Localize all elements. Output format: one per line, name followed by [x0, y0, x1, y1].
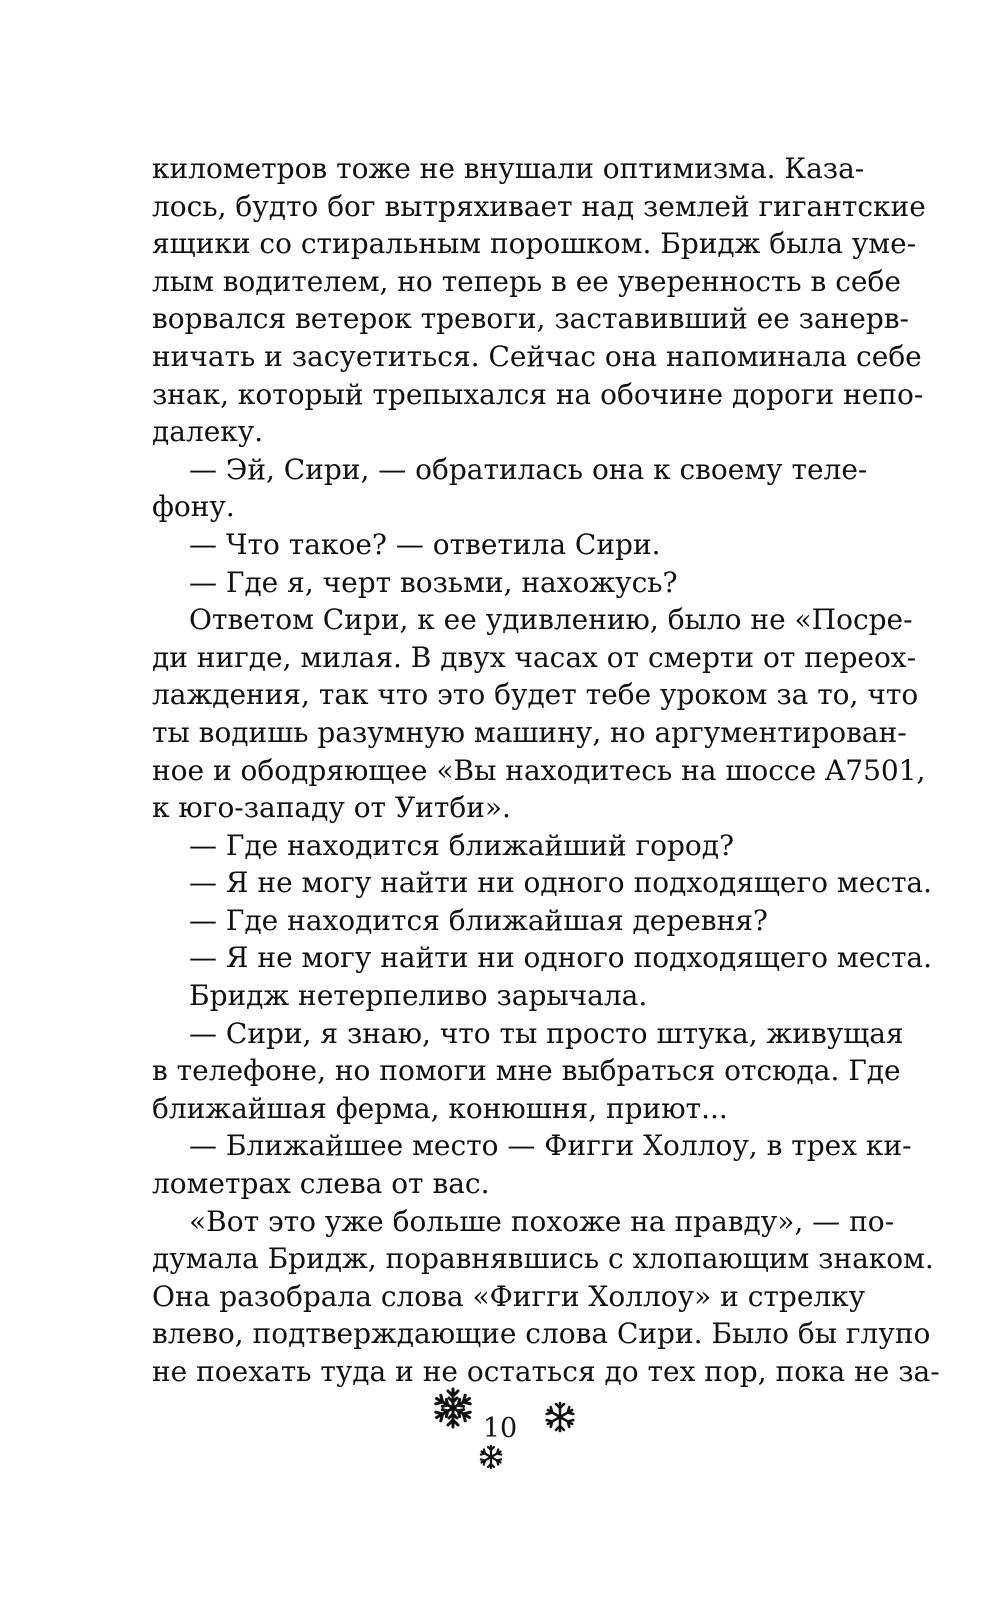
text-line: не поехать туда и не остаться до тех пор, пока не за-: [152, 1355, 940, 1388]
snowflake-icon: [430, 1385, 476, 1431]
text-line: Она разобрала слова «Фигги Холлоу» и стрелку: [152, 1279, 866, 1313]
text-line: лометрах слева от вас.: [152, 1167, 490, 1201]
text-line: ближайшая ферма, конюшня, приют...: [152, 1091, 728, 1125]
text-line: — Эй, Сири, — обратилась она к своему теле-: [189, 452, 868, 486]
text-line: думала Бридж, поравнявшись с хлопающим знаком.: [152, 1242, 934, 1276]
text-line: лось, будто бог вытряхивает над землей гигантские: [152, 189, 926, 223]
snowflake-icon: [543, 1400, 577, 1434]
text-line: — Где находится ближайший город?: [189, 828, 735, 862]
text-line: фону.: [152, 490, 235, 524]
text-line: к юго-западу от Уитби».: [152, 791, 511, 825]
body-text: [152, 150, 940, 1391]
snowflake-icon: [478, 1444, 504, 1470]
text-line: далеку.: [152, 415, 264, 449]
text-line: ное и ободряющее «Вы находитесь на шоссе A7501,: [152, 753, 926, 787]
text-line: ди нигде, милая. В двух часах от смерти от переох-: [152, 640, 917, 674]
text-line: — Где находится ближайшая деревня?: [189, 903, 768, 937]
page-number: 10: [482, 1413, 518, 1444]
text-line: — Ближайшее место — Фигги Холлоу, в трех ки-: [189, 1129, 912, 1163]
text-line: — Где я, черт возьми, нахожусь?: [189, 565, 678, 599]
text-line: — Я не могу найти ни одного подходящего места.: [189, 941, 933, 975]
text-line: — Сири, я знаю, что ты просто штука, живущая: [189, 1016, 904, 1050]
text-line: — Что такое? — ответила Сири.: [189, 527, 661, 561]
text-line: Ответом Сири, к ее удивлению, было не «Посре-: [189, 603, 913, 637]
text-line: ящики со стиральным порошком. Бридж была уме-: [152, 227, 917, 261]
text-line: лаждения, так что это будет тебе уроком за то, что: [152, 678, 919, 712]
text-line: влево, подтверждающие слова Сири. Было бы глупо: [152, 1317, 931, 1351]
text-line: «Вот это уже больше похоже на правду», — по-: [189, 1204, 895, 1238]
text-line: ворвался ветерок тревоги, заставивший ее занерв-: [152, 302, 910, 336]
text-line: километров тоже не внушали оптимизма. Каза-: [152, 152, 865, 185]
text-line: ничать и засуетиться. Сейчас она напоминала себе: [152, 339, 922, 373]
text-line: ты водишь разумную машину, но аргументирован-: [152, 715, 907, 749]
text-line: лым водителем, но теперь в ее уверенность в себе: [152, 264, 901, 298]
text-line: в телефоне, но помоги мне выбраться отсюда. Где: [152, 1054, 901, 1088]
text-line: — Я не могу найти ни одного подходящего места.: [189, 866, 933, 900]
text-line: знак, который трепыхался на обочине дороги непо-: [152, 377, 924, 411]
text-line: Бридж нетерпеливо зарычала.: [189, 979, 648, 1013]
